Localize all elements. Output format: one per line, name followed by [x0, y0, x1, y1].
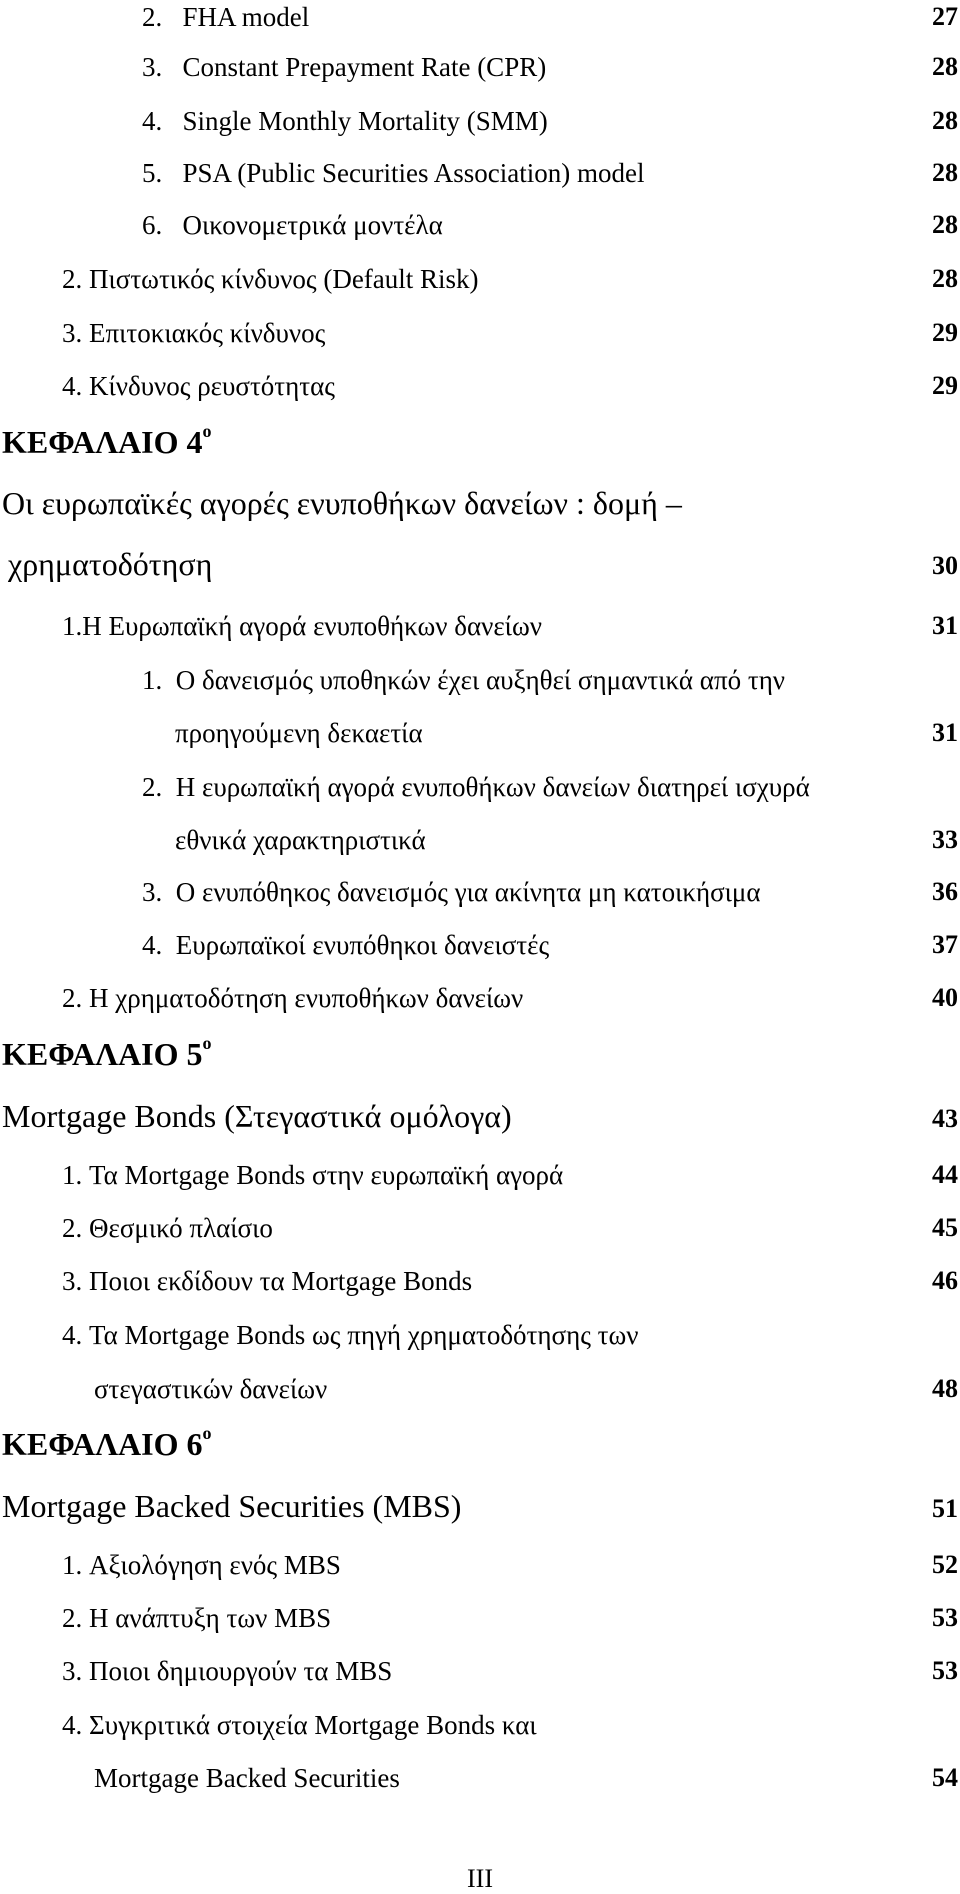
toc-entry-number: 4.: [62, 1320, 83, 1350]
toc-entry-text: Κίνδυνος ρευστότητας: [89, 371, 335, 401]
toc-page-number: 27: [932, 2, 958, 31]
toc-entry: [175, 827, 426, 854]
toc-entry: [142, 932, 549, 959]
toc-page-number: 37: [932, 930, 958, 959]
chapter-label: ΚΕΦΑΛΑΙΟ 5: [2, 1036, 203, 1072]
toc-entry-text: Οικονομετρικά μοντέλα: [182, 210, 443, 240]
toc-page-number: 53: [932, 1603, 958, 1632]
toc-entry-text: εθνικά χαρακτηριστικά: [175, 825, 426, 855]
toc-entry-number: 4.: [142, 106, 163, 136]
chapter-superscript: ο: [202, 421, 212, 442]
toc-entry: [175, 720, 423, 747]
toc-entry-text: Single Monthly Mortality (SMM): [182, 106, 548, 136]
toc-entry: [62, 373, 335, 400]
chapter-label: ΚΕΦΑΛΑΙΟ 6: [2, 1426, 203, 1462]
toc-entry-text: Ο δανεισμός υποθηκών έχει αυξηθεί σημαντικά από την: [175, 665, 786, 695]
toc-entry-text: Η χρηματοδότηση ενυποθήκων δανείων: [89, 983, 524, 1013]
toc-entry-number: 2.: [62, 1603, 83, 1633]
toc-entry-number: 2.: [62, 983, 83, 1013]
toc-entry-number: 4.: [62, 371, 83, 401]
toc-entry: [62, 1712, 537, 1739]
chapter-title: Mortgage Bonds (Στεγαστικά ομόλογα): [2, 1098, 512, 1134]
toc-entry-number: 3.: [142, 877, 163, 907]
chapter-superscript: ο: [202, 1423, 212, 1444]
toc-entry-text: Ποιοι εκδίδουν τα Mortgage Bonds: [89, 1266, 473, 1296]
toc-entry: [62, 266, 479, 293]
toc-entry-text: στεγαστικών δανείων: [94, 1374, 328, 1404]
toc-entry-number: 5.: [142, 158, 163, 188]
toc-entry: [142, 667, 785, 694]
toc-entry-number: 1.: [142, 665, 163, 695]
toc-entry: [62, 985, 523, 1012]
toc-page-number: 29: [932, 318, 958, 347]
toc-entry-number: 4.: [142, 930, 163, 960]
toc-entry: [62, 1268, 472, 1295]
toc-entry-text: FHA model: [182, 2, 310, 32]
chapter-heading: [2, 421, 212, 460]
toc-entry: [142, 4, 309, 31]
toc-entry: [62, 1162, 563, 1189]
toc-entry-text: Mortgage Backed Securities: [94, 1763, 400, 1793]
page-number-footer: III: [467, 1864, 493, 1893]
toc-page-number: 28: [932, 106, 958, 135]
toc-entry-number: 3.: [62, 1656, 83, 1686]
toc-entry: [94, 1376, 327, 1403]
toc-page-number: 53: [932, 1656, 958, 1685]
toc-page-number: 28: [932, 158, 958, 187]
chapter-heading: [2, 1423, 212, 1462]
chapter-label: ΚΕΦΑΛΑΙΟ 4: [2, 424, 203, 460]
toc-entry-number: 4.: [62, 1710, 83, 1740]
toc-entry-text: Ο ενυπόθηκος δανεισμός για ακίνητα μη κατοικήσιμα: [175, 877, 761, 907]
toc-page-number: 31: [932, 611, 958, 640]
toc-entry-number: 2.: [142, 772, 163, 802]
toc-page-number: 45: [932, 1213, 958, 1242]
toc-page-number: 43: [932, 1104, 958, 1133]
toc-entry: [142, 879, 761, 906]
toc-entry-text: Η ανάπτυξη των MBS: [89, 1603, 332, 1633]
toc-entry-number: 3.: [62, 318, 83, 348]
toc-entry-text: Η ευρωπαϊκή αγορά ενυποθήκων δανείων διατηρεί ισχυρά: [175, 772, 810, 802]
toc-entry-text: Συγκριτικά στοιχεία Mortgage Bonds και: [89, 1710, 537, 1740]
chapter-superscript: ο: [202, 1033, 212, 1054]
toc-page-number: 44: [932, 1160, 958, 1189]
toc-page-number: 31: [932, 718, 958, 747]
toc-entry-number: 2.: [62, 1213, 83, 1243]
chapter-title: χρηματοδότηση: [8, 546, 213, 582]
toc-entry-number: 3.: [142, 52, 163, 82]
toc-page-number: 40: [932, 983, 958, 1012]
toc-entry: [142, 54, 546, 81]
toc-entry: [62, 1215, 273, 1242]
toc-entry-text: Ευρωπαϊκοί ενυπόθηκοι δανειστές: [175, 930, 550, 960]
toc-page-number: 30: [932, 551, 958, 580]
toc-page-number: 54: [932, 1763, 958, 1792]
toc-entry: [62, 1658, 392, 1685]
toc-page-number: 36: [932, 877, 958, 906]
toc-page-number: 28: [932, 52, 958, 81]
toc-entry-text: PSA (Public Securities Association) model: [182, 158, 645, 188]
toc-entry-number: 1.: [62, 1550, 83, 1580]
toc-entry: [142, 774, 810, 801]
toc-entry-text: Αξιολόγηση ενός MBS: [89, 1550, 341, 1580]
toc-entry-text: Πιστωτικός κίνδυνος (Default Risk): [89, 264, 479, 294]
toc-entry-number: 6.: [142, 210, 163, 240]
toc-entry: [142, 108, 548, 135]
toc-page-number: 52: [932, 1550, 958, 1579]
toc-entry: [94, 1765, 400, 1792]
toc-page-number: 46: [932, 1266, 958, 1295]
toc-entry: [62, 1552, 341, 1579]
toc-entry-text: Τα Mortgage Bonds στην ευρωπαϊκή αγορά: [89, 1160, 564, 1190]
toc-entry: [62, 613, 542, 640]
toc-entry-number: 3.: [62, 1266, 83, 1296]
toc-entry-text: Τα Mortgage Bonds ως πηγή χρηματοδότησης των: [89, 1320, 639, 1350]
toc-entry-text: προηγούμενη δεκαετία: [175, 718, 423, 748]
toc-entry: [142, 160, 644, 187]
toc-entry-text: Ποιοι δημιουργούν τα MBS: [89, 1656, 393, 1686]
toc-entry: [142, 212, 443, 239]
chapter-heading: [2, 1033, 212, 1072]
toc-entry-text: Η Ευρωπαϊκή αγορά ενυποθήκων δανείων: [82, 611, 542, 641]
toc-entry-number: 1.: [62, 1160, 83, 1190]
toc-entry-number: 2.: [142, 2, 163, 32]
toc-entry-number: 2.: [62, 264, 83, 294]
toc-page-number: 28: [932, 264, 958, 293]
toc-entry-number: 1.: [62, 611, 83, 641]
chapter-title: Mortgage Backed Securities (MBS): [2, 1488, 462, 1524]
toc-entry-text: Επιτοκιακός κίνδυνος: [89, 318, 326, 348]
toc-page-number: 48: [932, 1374, 958, 1403]
toc-page-number: 33: [932, 825, 958, 854]
toc-entry: [62, 1605, 331, 1632]
toc-page-number: 28: [932, 210, 958, 239]
toc-entry-text: Θεσμικό πλαίσιο: [89, 1213, 273, 1243]
toc-entry: [62, 1322, 638, 1349]
toc-entry: [62, 320, 325, 347]
chapter-title: Οι ευρωπαϊκές αγορές ενυποθήκων δανείων : δομή –: [2, 485, 682, 521]
toc-page-number: 29: [932, 371, 958, 400]
toc-entry-text: Constant Prepayment Rate (CPR): [182, 52, 547, 82]
toc-page-number: 51: [932, 1494, 958, 1523]
